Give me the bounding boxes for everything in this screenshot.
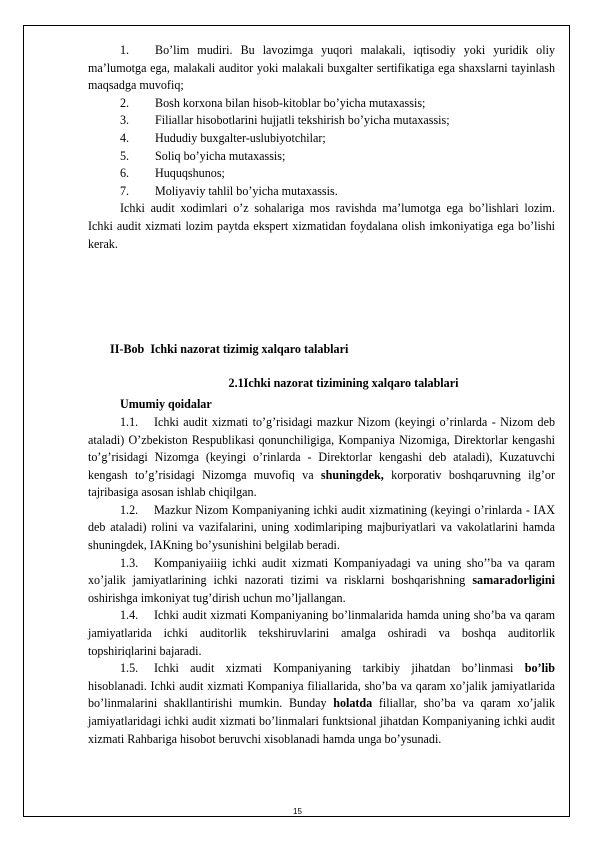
list-item (88, 165, 555, 183)
clause-number: 1.4. (120, 608, 139, 623)
clause-paragraph (88, 555, 555, 608)
clause-text: Ichki audit xizmati to’g’risidagi mazkur Nizom (keyingi o’rinlarda - Nizom deb ataladi) O’zbekiston Respublikasi qonunchiligiga, Kompaniya Nizomiga, Direktorlar kengashi to’g’risidagi Nizomga (keyingi o’rinlarda - Direktorlar kengashi deb ataladi), Kuzatuvchi kengash to’g’risidagi Nizomga muvofiq va (88, 414, 555, 482)
list-item-text: Moliyaviy tahlil bo’yicha mutaxassis. (155, 183, 338, 198)
clause-bold-text: bo’lib (524, 661, 555, 676)
clause-text: Kompaniyaiiig ichki audit xizmati Kompaniyadagi va uning sho’’ba va qaram xo’jalik jamiyatlarining ichki nazorati tizimi va risklarni boshqarishning (88, 555, 555, 588)
clause-bold-text: holatda (333, 696, 373, 711)
clause-number: 1.3. (120, 555, 139, 570)
clause-paragraph (88, 660, 555, 748)
clause-text: Mazkur Nizom Kompaniyaning ichki audit xizmatining (keyingi o’rinlarda - IAX deb ataladi) rolini va vazifalarini, uning xodimlariping majburiyatlari va vakolatlarini hamda shuningdek, IAKning bo’ysunishini belgilab beradi. (88, 502, 555, 553)
chapter-heading (88, 341, 555, 359)
numbered-list (88, 42, 555, 200)
list-item (88, 42, 555, 95)
list-item-number: 4. (120, 130, 130, 145)
list-item-text: Hududiy buxgalter-uslubiyotchilar; (155, 130, 326, 145)
subheading: Umumiy qoidalar (120, 397, 212, 412)
clause-number: 1.2. (120, 502, 139, 517)
clause-paragraph (88, 414, 555, 502)
list-item (88, 148, 555, 166)
clause-number: 1.1. (120, 414, 139, 429)
clause-text: oshirishga imkoniyat tug’dirish uchun mo’ljallangan. (88, 590, 346, 605)
document-body (88, 42, 555, 748)
list-item-text: Filiallar hisobotlarini hujjatli tekshirish bo’yicha mutaxassis; (155, 113, 450, 128)
list-item-number: 1. (120, 43, 130, 57)
clause-paragraph (88, 607, 555, 660)
chapter-label: II-Bob (110, 342, 145, 357)
list-item-number: 5. (120, 148, 130, 163)
section-title: 2.1Ichki nazorat tizimining xalqaro talablari (228, 375, 459, 390)
chapter-title: Ichki nazorat tizimig xalqaro talablari (150, 342, 349, 357)
list-item-number: 7. (120, 183, 130, 198)
list-item (88, 183, 555, 201)
clause-text: Ichki audit xizmati Kompaniyaning tarkibiy jihatdan bo’linmasi (154, 661, 525, 676)
list-item-text: Bosh korxona bilan hisob-kitoblar bo’yicha mutaxassis; (155, 95, 426, 110)
clause-bold-text: shuningdek, (320, 467, 384, 482)
clause-text: Ichki audit xizmati Kompaniyaning bo’linmalarida hamda uning sho’ba va qaram jamiyatlarida ichki auditorlik tekshiruvlarini amalga oshiradi va boshqa auditorlik topshiriqlarini bajaradi. (88, 608, 555, 658)
clause-text: hisoblanadi. Ichki audit xizmati Kompaniya filiallarida, sho’ba va qaram xo’jalik jamiyatlarida bo’linmalarini shakllantirishi mumkin. Bunday (88, 678, 555, 711)
clause-paragraph (88, 502, 555, 555)
list-item-text: Bo’lim mudiri. Bu lavozimga yuqori malakali, iqtisodiy yoki yuridik oliy ma’lumotga ega, malakali auditor yoki malakali buxgalter sertifikatiga ega shaxslarni tayinlash maqsadga muvofiq; (88, 43, 555, 93)
clause-text: korporativ boshqaruvning ilg’or tajribasiga asosan ishlab chiqilgan. (88, 467, 555, 500)
list-item-text: Soliq bo’yicha mutaxassis; (155, 148, 286, 163)
list-item (88, 112, 555, 130)
list-item-number: 6. (120, 166, 130, 181)
intro-paragraph: Ichki audit xodimlari o’z sohalariga mos ravishda ma’lumotga ega bo’lishlari lozim. Ichki audit xizmati lozim paytda ekspert xizmatidan foydalana olish imkoniyatiga ega bo’lishi kerak. (88, 201, 555, 251)
list-item (88, 95, 555, 113)
list-item (88, 130, 555, 148)
list-item-text: Huquqshunos; (155, 166, 225, 181)
clause-bold-text: samaradorligini (472, 573, 555, 588)
list-item-number: 2. (120, 95, 130, 110)
page-number: 15 (293, 807, 302, 816)
clause-number: 1.5. (120, 661, 139, 676)
clause-text: filiallar, sho’ba va qaram xo’jalik jamiyatlaridagi ichki audit xizmati bo’linmalari funktsional jihatdan Kompaniyaning ichki audit xizmati Rahbariga hisobot beruvchi xisoblanadi hamda unga bo’ysunadi. (88, 696, 555, 746)
clauses-list (88, 414, 555, 748)
list-item-number: 3. (120, 113, 130, 128)
